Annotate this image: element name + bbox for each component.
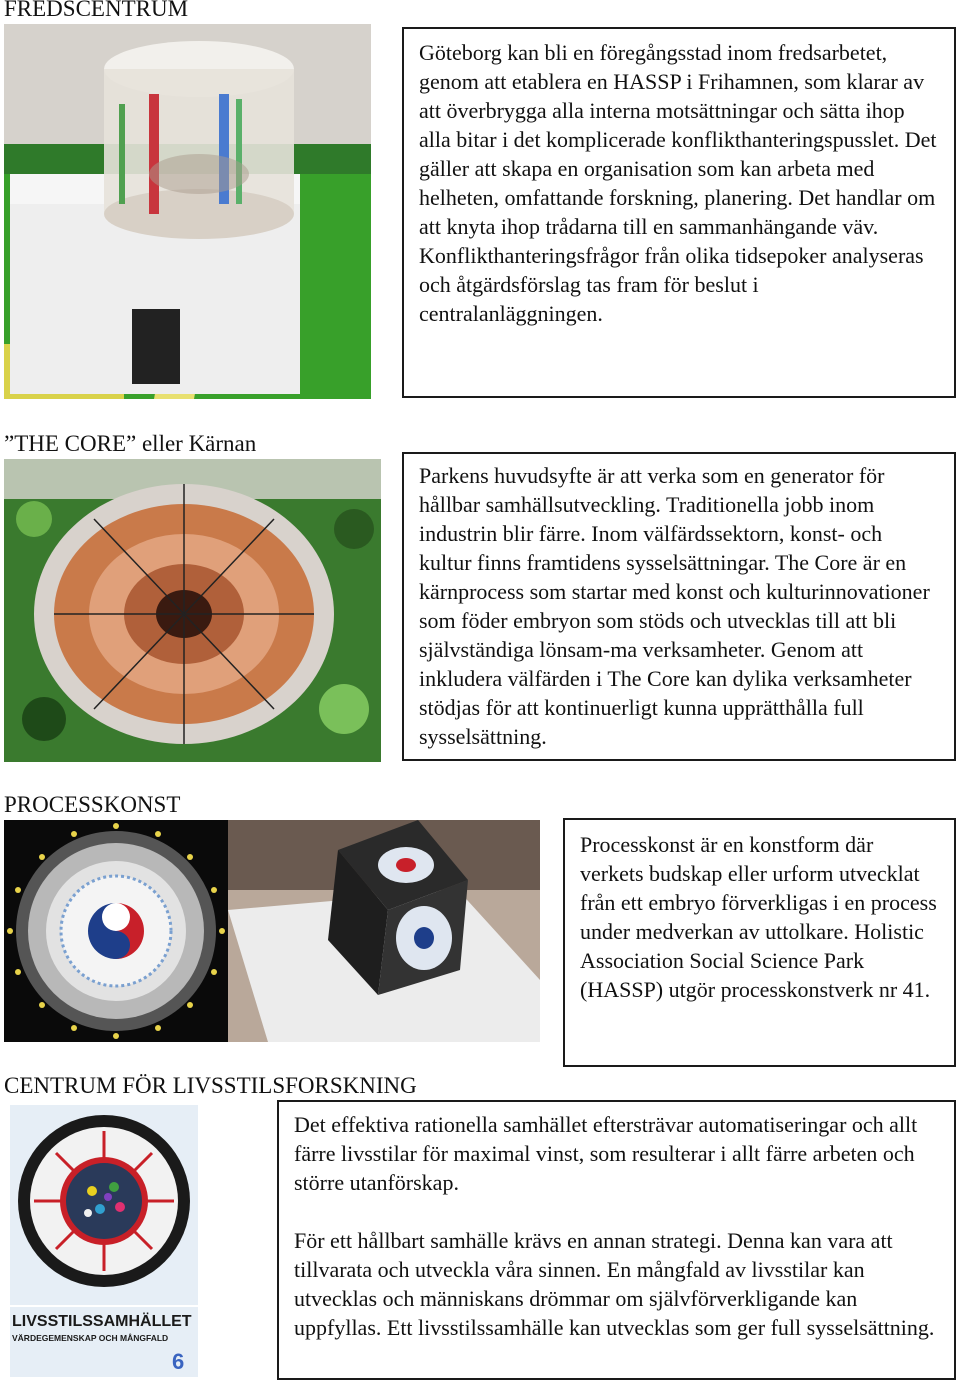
livsstilssamhallet-book-cover bbox=[4, 1101, 204, 1381]
livsstilsforskning-paragraph-1: Det effektiva rationella samhället eftersträvar automatiseringar och allt färre livsstilar för maximal vinst, som resulterar i allt färre arbeten och större utanförskap. bbox=[294, 1112, 918, 1195]
livsstilsforskning-paragraph-2: För ett hållbart samhälle krävs en annan strategi. Denna kan vara att tillvarata och utveckla våra sinnen. En mångfald av livsstilar kan utvecklas och människans drömmar om självförverkligande kan uppfyllas. Ett livsstilssamhälle kan utvecklas som ger full sysselsättning. bbox=[294, 1228, 935, 1340]
fredscentrum-photo bbox=[4, 24, 371, 399]
book-cover-subtitle: VÄRDEGEMENSKAP OCH MÅNGFALD bbox=[12, 1333, 169, 1343]
processkonst-text-box bbox=[563, 818, 956, 1067]
section-heading-fredscentrum: FREDSCENTRUM bbox=[4, 0, 189, 21]
fredscentrum-text-box bbox=[402, 27, 956, 398]
section-heading-the-core: ”THE CORE” eller Kärnan bbox=[4, 431, 257, 456]
processkonst-paragraph: Processkonst är en konstform där verkets budskap eller urform utvecklat från ett embryo förverkligas i en process under medverkan av uttolkare. Holistic Association Social Science Park (HASSP) utgör processkonstverk nr 41. bbox=[580, 832, 937, 1002]
section-heading-processkonst: PROCESSKONST bbox=[4, 792, 181, 817]
processkonst-mandala-image bbox=[4, 820, 228, 1042]
the-core-text-box bbox=[402, 452, 956, 761]
processkonst-cube-photo bbox=[228, 820, 540, 1042]
fredscentrum-paragraph: Göteborg kan bli en föregångsstad inom fredsarbetet, genom att etablera en HASSP i Frihamnen, som klarar av att överbrygga alla interna motsättningar och sätta ihop alla bitar i det komplicerade konflikthanteringspusslet. Det gäller att skapa en organisation som kan arbeta med helheten, omfattande forskning, planering. Det handlar om att knyta ihop trådarna till en sammanhängande väv. Konflikthanteringsfrågor från olika tidsepoker analyseras och åtgärdsförslag tas fram för beslut i centralanläggningen. bbox=[419, 40, 937, 326]
the-core-photo bbox=[4, 459, 381, 762]
section-heading-livsstilsforskning: CENTRUM FÖR LIVSSTILSFORSKNING bbox=[4, 1073, 417, 1098]
book-cover-number: 6 bbox=[172, 1349, 185, 1374]
book-cover-title: LIVSSTILSSAMHÄLLET bbox=[12, 1313, 192, 1330]
the-core-paragraph: Parkens huvudsyfte är att verka som en generator för hållbar samhällsutveckling. Traditionella jobb inom industrin blir färre. Inom välfärdssektorn, konst- och kultur finns framtidens sysselsättningar. The Core är en kärnprocess som startar med konst och kulturinnovationer som föder embryon som stöds och utvecklas till att bli självständiga lönsam-ma verksamheter. Genom att inkludera välfärden i The Core kan dylika verksamheter stödjas för att kontinuerligt kunna upprätthålla full sysselsättning. bbox=[419, 463, 930, 749]
livsstilsforskning-text-box bbox=[277, 1100, 956, 1380]
